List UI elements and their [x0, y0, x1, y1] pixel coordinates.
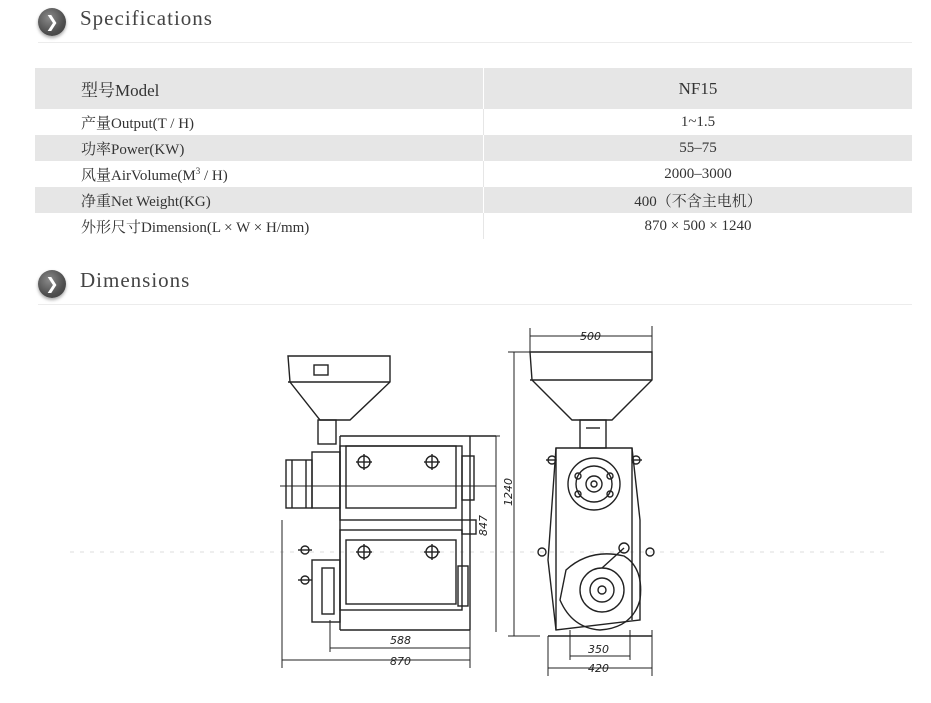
row-value: 870 × 500 × 1240 — [484, 213, 913, 239]
section-title: Specifications — [80, 6, 213, 30]
divider — [38, 42, 912, 43]
dimension-drawing — [0, 310, 931, 703]
table-row — [35, 109, 912, 135]
height-total-label: 1240 — [502, 478, 515, 506]
table-row — [35, 68, 912, 109]
height-inner-label: 847 — [477, 515, 490, 536]
row-label: 型号Model — [35, 68, 484, 109]
row-value: 400（不含主电机） — [484, 187, 913, 213]
row-label: 外形尺寸Dimension(L × W × H/mm) — [81, 219, 310, 236]
row-label: 风量$AirVolume(M^3 / H)$ — [81, 165, 228, 184]
table-row — [35, 135, 912, 161]
length-total-label: 870 — [390, 655, 411, 668]
section-title: Dimensions — [80, 268, 191, 292]
specifications-table — [35, 68, 912, 239]
table-row — [35, 187, 912, 213]
row-label: 产量Output(T / H) — [81, 115, 195, 132]
table-row — [35, 213, 912, 239]
chevron-right-icon: ❯ — [38, 8, 66, 36]
length-inner-label: 588 — [390, 634, 411, 647]
row-label: 功率Power(KW) — [35, 135, 484, 161]
front-view — [508, 326, 654, 676]
dimensions-header — [38, 268, 912, 302]
row-value: 1~1.5 — [484, 109, 913, 135]
row-value: 2000–3000 — [484, 161, 913, 187]
row-value: 55–75 — [484, 135, 913, 161]
chevron-right-icon: ❯ — [38, 270, 66, 298]
base-inner-label: 350 — [588, 643, 609, 656]
row-label: 净重Net Weight(KG) — [35, 187, 484, 213]
table-row — [35, 161, 912, 187]
row-value: NF15 — [484, 68, 913, 109]
divider — [38, 304, 912, 305]
top-width-label: 500 — [580, 330, 601, 343]
side-view — [280, 356, 500, 668]
base-total-label: 420 — [588, 662, 609, 675]
specifications-header — [38, 6, 912, 40]
